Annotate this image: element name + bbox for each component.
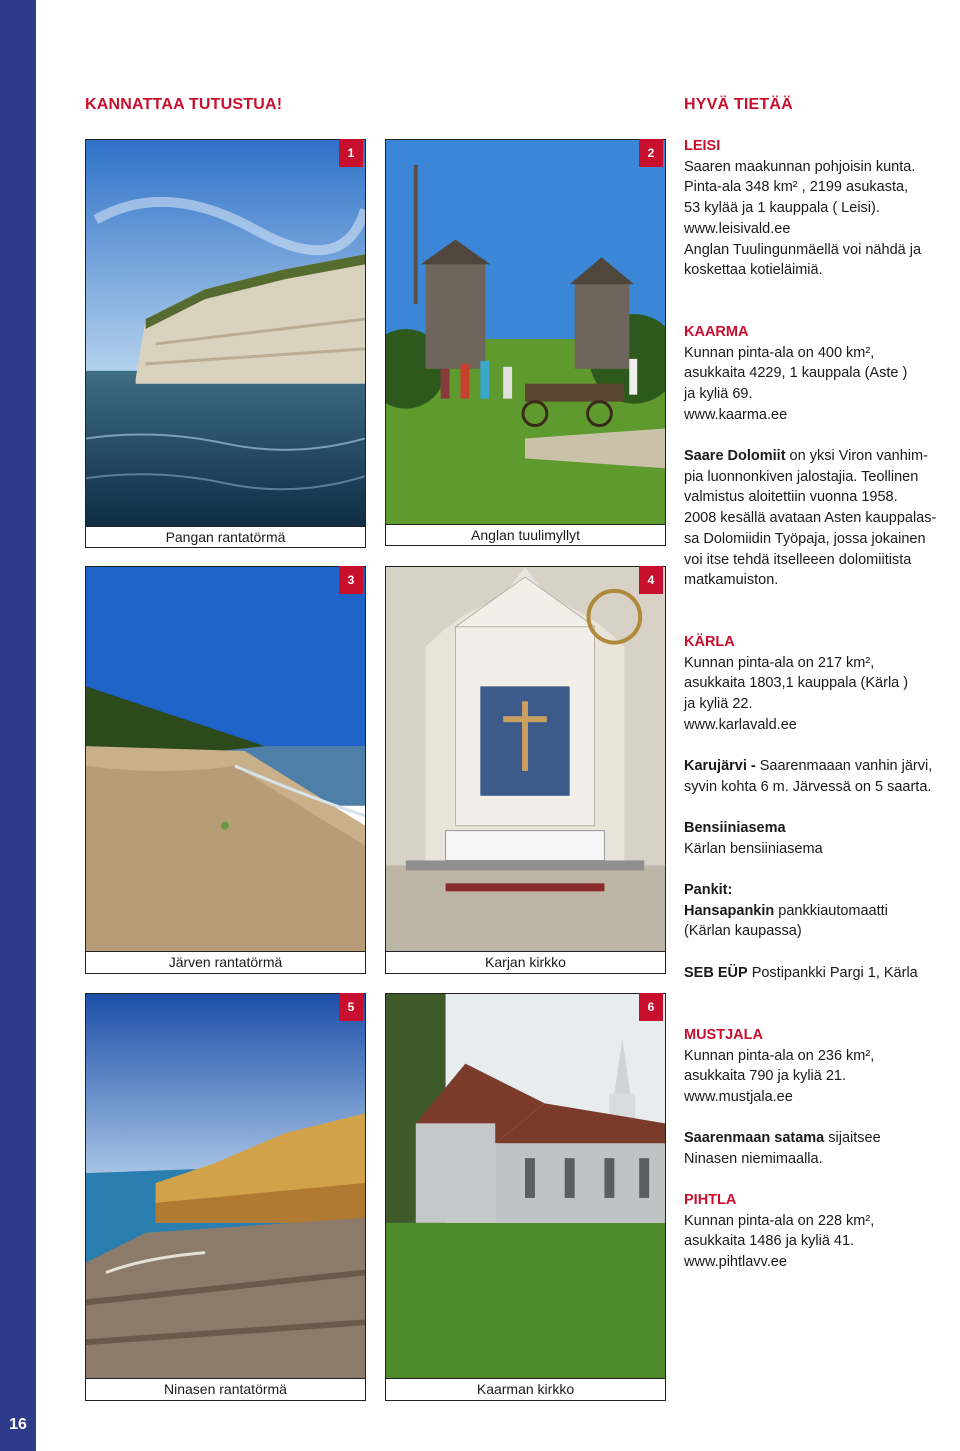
info-line: Pinta-ala 348 km² , 2199 asukasta, <box>684 179 909 196</box>
info-dolomiit <box>684 446 956 591</box>
photo-number-badge: 4 <box>639 566 663 594</box>
rocky-coast-image <box>85 993 366 1379</box>
info-mustjala <box>684 1025 956 1108</box>
info-line: Kunnan pinta-ala on 217 km², <box>684 654 875 671</box>
photo-pangan-rantatorma <box>85 139 366 548</box>
karujarvi-name: Karujärvi - <box>684 758 760 774</box>
info-line: Ninasen niemimaalla. <box>684 1150 823 1167</box>
info-line: syvin kohta 6 m. Järvessä on 5 saarta. <box>684 778 932 795</box>
info-column <box>684 136 956 1286</box>
left-heading: KANNATTAA TUTUSTUA! <box>85 96 283 113</box>
info-line: voi itse tehdä itselleeen dolomiitista <box>684 551 912 568</box>
photo-number-badge: 5 <box>339 993 363 1021</box>
info-line: Kärlan bensiiniasema <box>684 840 823 857</box>
info-line: asukkaita 4229, 1 kauppala (Aste ) <box>684 365 908 382</box>
bensiini-heading: Bensiiniasema <box>684 820 786 836</box>
info-bensiiniasema <box>684 818 956 859</box>
windmills-image <box>385 139 666 525</box>
info-kaarma <box>684 322 956 426</box>
right-heading: HYVÄ TIETÄÄ <box>684 96 793 113</box>
info-karujarvi <box>684 756 956 797</box>
info-leisi <box>684 136 956 281</box>
info-text: Postipankki Pargi 1, Kärla <box>747 964 918 981</box>
website-link: www.kaarma.ee <box>684 406 788 423</box>
photo-ninasen-rantatorma <box>85 993 366 1401</box>
website-link: www.pihtlavv.ee <box>684 1254 787 1271</box>
info-text: on yksi Viron vanhim- <box>785 448 928 464</box>
seb-name: SEB EÜP <box>684 964 748 981</box>
info-line: matkamuiston. <box>684 572 779 589</box>
dolomiit-name: Saare Dolomiit <box>684 448 786 464</box>
photo-caption: Ninasen rantatörmä <box>85 1378 366 1401</box>
sidebar-band <box>0 0 36 1451</box>
info-line: 53 kylää ja 1 kauppala ( Leisi). <box>684 200 880 217</box>
info-line: Kunnan pinta-ala on 228 km², <box>684 1212 875 1229</box>
info-karla <box>684 632 956 736</box>
info-line: Saaren maakunnan pohjoisin kunta. <box>684 158 916 175</box>
photo-jarven-rantatorma <box>85 566 366 974</box>
info-line: asukkaita 1803,1 kauppala (Kärla ) <box>684 675 909 692</box>
stone-church-image <box>385 993 666 1379</box>
info-line: sa Dolomiidin Työpaja, jossa jokainen <box>684 530 926 547</box>
info-line: Kunnan pinta-ala on 400 km², <box>684 344 875 361</box>
cliff-seascape-image <box>85 139 366 527</box>
photo-number-badge: 3 <box>339 566 363 594</box>
photo-number-badge: 6 <box>639 993 663 1021</box>
satama-name: Saarenmaan satama <box>684 1130 825 1146</box>
photo-caption: Karjan kirkko <box>385 951 666 974</box>
info-line: asukkaita 1486 ja kyliä 41. <box>684 1233 855 1250</box>
info-pankit <box>684 880 956 984</box>
photo-caption: Anglan tuulimyllyt <box>385 524 666 546</box>
hansapank-name: Hansapankin <box>684 902 775 919</box>
info-line: ja kyliä 69. <box>684 386 753 403</box>
info-pihtla <box>684 1190 956 1273</box>
page-number: 16 <box>9 1416 27 1433</box>
website-link: www.leisivald.ee <box>684 220 791 237</box>
photo-caption: Pangan rantatörmä <box>85 526 366 548</box>
photo-kaarman-kirkko <box>385 993 666 1401</box>
pankit-heading: Pankit: <box>684 882 733 898</box>
info-line: pia luonnonkiven jalostajia. Teollinen <box>684 468 919 485</box>
info-line: valmistus aloitettiin vuonna 1958. <box>684 489 898 506</box>
website-link: www.mustjala.ee <box>684 1089 793 1106</box>
info-line: (Kärlan kaupassa) <box>684 923 802 940</box>
info-text: sijaitsee <box>824 1130 881 1146</box>
municipality-title: PIHTLA <box>684 1192 737 1208</box>
sandy-beach-image <box>85 566 366 952</box>
photo-anglan-tuulimyllyt <box>385 139 666 548</box>
info-line: 2008 kesällä avataan Asten kauppalas- <box>684 510 937 527</box>
photo-karjan-kirkko <box>385 566 666 974</box>
info-line: asukkaita 790 ja kyliä 21. <box>684 1068 847 1085</box>
info-text: pankkiautomaatti <box>774 902 888 919</box>
municipality-title: MUSTJALA <box>684 1027 763 1043</box>
info-line: ja kyliä 22. <box>684 696 753 713</box>
photo-number-badge: 2 <box>639 139 663 167</box>
photo-caption: Kaarman kirkko <box>385 1378 666 1401</box>
info-line: Kunnan pinta-ala on 236 km², <box>684 1047 875 1064</box>
municipality-title: LEISI <box>684 138 721 154</box>
info-line: koskettaa kotieläimiä. <box>684 262 823 279</box>
municipality-title: KÄRLA <box>684 634 735 650</box>
photo-caption: Järven rantatörmä <box>85 951 366 974</box>
info-text: Saarenmaaan vanhin järvi, <box>759 758 933 774</box>
photo-number-badge: 1 <box>339 139 363 167</box>
church-altar-image <box>385 566 666 952</box>
website-link: www.karlavald.ee <box>684 716 797 733</box>
info-satama <box>684 1128 956 1169</box>
info-line: Anglan Tuulingunmäellä voi nähdä ja <box>684 241 922 258</box>
municipality-title: KAARMA <box>684 324 749 340</box>
